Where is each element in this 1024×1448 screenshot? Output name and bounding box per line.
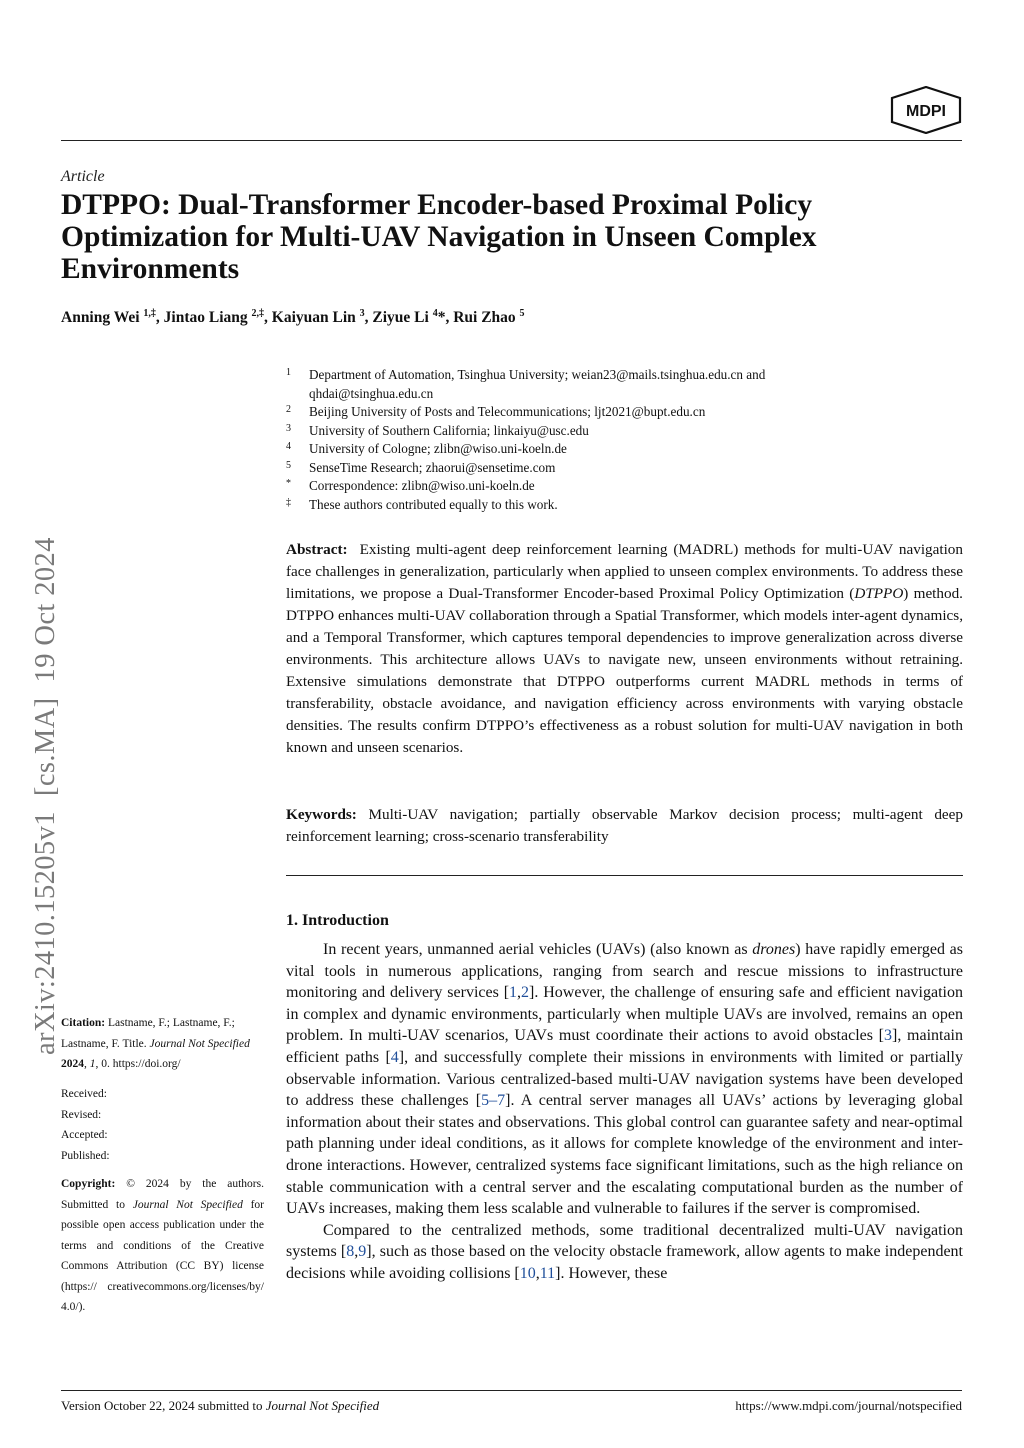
affiliation-row xyxy=(286,459,866,478)
affiliation-symbol: ‡ xyxy=(286,496,291,508)
citation-link[interactable]: 9 xyxy=(358,1243,367,1261)
affiliation-line: Correspondence: zlibn@wiso.uni-koeln.de xyxy=(309,478,535,493)
body-text: ], and successfully complete their missions in environments with limited or partially observable information. Various centralized-based multi-UAV navigation systems have been developed to address these challenges [ xyxy=(286,1048,964,1110)
affiliation-symbol: * xyxy=(286,478,291,489)
affiliation-line: University of Southern California; linkaiyu@usc.edu xyxy=(309,422,589,438)
body-text: , xyxy=(517,984,522,1002)
abstract-text-2: ) method. DTPPO enhances multi-UAV collaboration through a Spatial Transformer, which models inter-agent dynamics, and a Temporal Transformer, which captures temporal dependencies to improve generalization across diverse environments. This architecture allows UAVs to navigate new, unseen environments without retraining. Extensive simulations demonstrate that DTPPO outperforms current MADRL methods in terms of transferability, obstacle avoidance, and navigation efficiency across environments with varying obstacle densities. The results confirm DTPPO’s effectiveness as a robust solution for multi-UAV navigation in both known and unseen scenarios. xyxy=(286,585,963,756)
affiliation-line: Department of Automation, Tsinghua University; weian23@mails.tsinghua.edu.cn and xyxy=(309,367,766,382)
citation-journal: Journal Not Specified xyxy=(149,1037,250,1050)
paper-title: DTPPO: Dual-Transformer Encoder-based Proximal Policy Optimization for Multi-UAV Navigation in Unseen Complex Environments xyxy=(61,189,817,285)
affiliation-symbol: 2 xyxy=(286,404,291,415)
intro-paragraph-2 xyxy=(286,1220,963,1285)
abstract-text-1: Existing multi-agent deep reinforcement learning (MADRL) methods for multi-UAV navigation face challenges in generalization, particularly when applied to unseen complex environments. To address these limitations, we propose a Dual-Transformer Encoder-based Proximal Policy Optimization ( xyxy=(286,541,963,602)
body-text: ]. A central server manages all UAVs’ actions by leveraging global information about their states and observations. This global control can guarantee safety and near-optimal path planning under ideal conditions, as it allows for complete knowledge of the environment and inter-drone interactions. However, centralized systems face significant limitations, such as the high reliance on stable communication with a central server and the escalating computational burden as the number of UAVs increases, making them less scalable and vulnerable to failures if the server is compromised. xyxy=(286,1092,964,1218)
author-affiliation-marker: 2,‡ xyxy=(251,308,265,319)
citation-doi[interactable]: , 0. https://doi.org/ xyxy=(95,1058,181,1070)
affiliation-line: Beijing University of Posts and Telecommunications; ljt2021@bupt.edu.cn xyxy=(309,404,706,419)
footer-url[interactable]: https://www.mdpi.com/journal/notspecified xyxy=(735,1398,962,1413)
citation-text: Lastname, F.; Lastname, F.; Lastname, F. Title. xyxy=(61,1017,235,1050)
body-text: ]. However, the challenge of ensuring safe and efficient navigation in complex and dynamic environments, particularly when multiple UAVs are involved, remains an open problem. In multi-UAV scenarios, UAVs must coordinate their actions to avoid obstacles [ xyxy=(286,984,963,1045)
italic-term: drones xyxy=(752,941,796,958)
citation-link[interactable]: 10 xyxy=(519,1264,536,1282)
affiliation-line: SenseTime Research; zhaorui@sensetime.com xyxy=(309,459,556,475)
copyright-text-1: © 2024 by the authors. Submitted to xyxy=(61,1178,264,1211)
affiliation-row xyxy=(286,366,866,403)
author-affiliation-marker: 5 xyxy=(519,308,525,319)
affiliation-row xyxy=(286,477,866,496)
section-heading: 1. Introduction xyxy=(286,912,389,929)
keywords-label: Keywords: xyxy=(286,806,357,823)
footer-version xyxy=(61,1398,379,1414)
corresponding-mark: * xyxy=(437,309,446,326)
affiliations xyxy=(286,366,866,514)
citation-link[interactable]: 5–7 xyxy=(481,1092,506,1110)
author-affiliation-marker: 1,‡ xyxy=(143,308,156,319)
header-rule xyxy=(61,140,962,141)
author-name: Kaiyuan Lin xyxy=(271,309,360,326)
body-text: ], maintain efficient paths [ xyxy=(286,1027,964,1066)
citation-label: Citation: xyxy=(61,1017,106,1029)
introduction-body xyxy=(286,939,963,1285)
received-label: Received: xyxy=(61,1088,107,1100)
copyright-block xyxy=(61,1174,264,1318)
citation-link[interactable]: 2 xyxy=(521,984,530,1002)
footer-rule xyxy=(61,1390,962,1391)
affiliation-line: University of Cologne; zlibn@wiso.uni-koeln.de xyxy=(309,441,567,456)
body-text: Compared to the centralized methods, some traditional decentralized multi-UAV navigation systems [ xyxy=(286,1221,963,1261)
citation-link[interactable]: 8 xyxy=(346,1243,355,1261)
body-text: , xyxy=(354,1243,359,1261)
abstract-rule xyxy=(286,875,963,876)
article-type: Article xyxy=(61,168,105,185)
revised-label: Revised: xyxy=(61,1108,102,1121)
copyright-text-2: for possible open access publication under the terms and conditions of the Creative Commons Attribution (CC BY) license (https:// creativecommons.org/licenses/by/ 4.0/). xyxy=(61,1198,265,1313)
body-text: ) have rapidly emerged as vital tools in numerous applications, ranging from search and rescue missions to infrastructure monitoring and delivery services [ xyxy=(286,941,963,1002)
keywords xyxy=(286,804,963,848)
affiliation-symbol: 5 xyxy=(286,459,291,471)
mdpi-logo-text: MDPI xyxy=(906,103,946,120)
abstract-label: Abstract: xyxy=(286,541,348,558)
citation-link[interactable]: 4 xyxy=(390,1048,399,1066)
affiliation-symbol: 3 xyxy=(286,422,291,434)
abstract xyxy=(286,539,963,759)
author-name: Ziyue Li xyxy=(372,309,433,326)
affiliation-row xyxy=(286,440,866,459)
copyright-journal: Journal Not Specified xyxy=(132,1198,243,1211)
citation-link[interactable]: 3 xyxy=(884,1027,892,1045)
intro-paragraph-1 xyxy=(286,939,963,1220)
accepted-label: Accepted: xyxy=(61,1129,108,1141)
affiliation-row xyxy=(286,422,866,441)
abstract-italic: DTPPO xyxy=(854,585,904,602)
author-name: Jintao Liang xyxy=(163,309,252,326)
published-label: Published: xyxy=(61,1149,110,1162)
affiliation-line: qhdai@tsinghua.edu.cn xyxy=(309,385,434,401)
footer-version-text: Version October 22, 2024 submitted to xyxy=(61,1398,263,1413)
affiliation-row xyxy=(286,403,866,422)
affiliation-row xyxy=(286,496,866,515)
mdpi-logo xyxy=(888,86,964,134)
citation-year: 2024 xyxy=(61,1058,84,1070)
body-text: , xyxy=(535,1264,540,1282)
citation-volume: 1 xyxy=(89,1058,96,1070)
author-name: Anning Wei xyxy=(61,309,144,326)
author-name: Rui Zhao xyxy=(453,309,520,326)
dates-block xyxy=(61,1084,264,1166)
citation-link[interactable]: 11 xyxy=(539,1264,556,1282)
mdpi-logo-icon xyxy=(888,86,964,134)
affiliation-symbol: 1 xyxy=(286,367,291,378)
affiliation-symbol: 4 xyxy=(286,441,291,452)
citation-link[interactable]: 1 xyxy=(509,984,518,1002)
copyright-label: Copyright: xyxy=(61,1178,116,1190)
body-text: In recent years, unmanned aerial vehicles (UAVs) (also known as xyxy=(323,941,753,958)
author-affiliation-marker: 4 xyxy=(432,308,438,319)
affiliation-line: These authors contributed equally to this work. xyxy=(309,496,558,512)
body-text: ], such as those based on the velocity obstacle framework, allow agents to make independent decisions while avoiding collisions [ xyxy=(286,1243,964,1282)
footer-journal: Journal Not Specified xyxy=(265,1398,380,1413)
citation-block: Citation: Lastname, F.; Lastname, F.; Lastname, F. Title. Journal Not Specified 2024, 1, 0. https://doi.org/ xyxy=(61,1017,250,1070)
keywords-text: Multi-UAV navigation; partially observable Markov decision process; multi-agent deep reinforcement learning; cross-scenario transferability xyxy=(286,806,963,845)
arxiv-stamp: arXiv:2410.15205v1 [cs.MA] 19 Oct 2024 xyxy=(30,537,61,1055)
author-list: Anning Wei $^{1,\ddagger}$, Jintao Liang $^{2,\ddagger}$, Kaiyuan Lin $^3$, Ziyue Li $^4$*, Rui Zhao $^5$ xyxy=(61,308,525,326)
body-text: ]. However, these xyxy=(555,1264,668,1282)
author-affiliation-marker: 3 xyxy=(359,308,365,319)
